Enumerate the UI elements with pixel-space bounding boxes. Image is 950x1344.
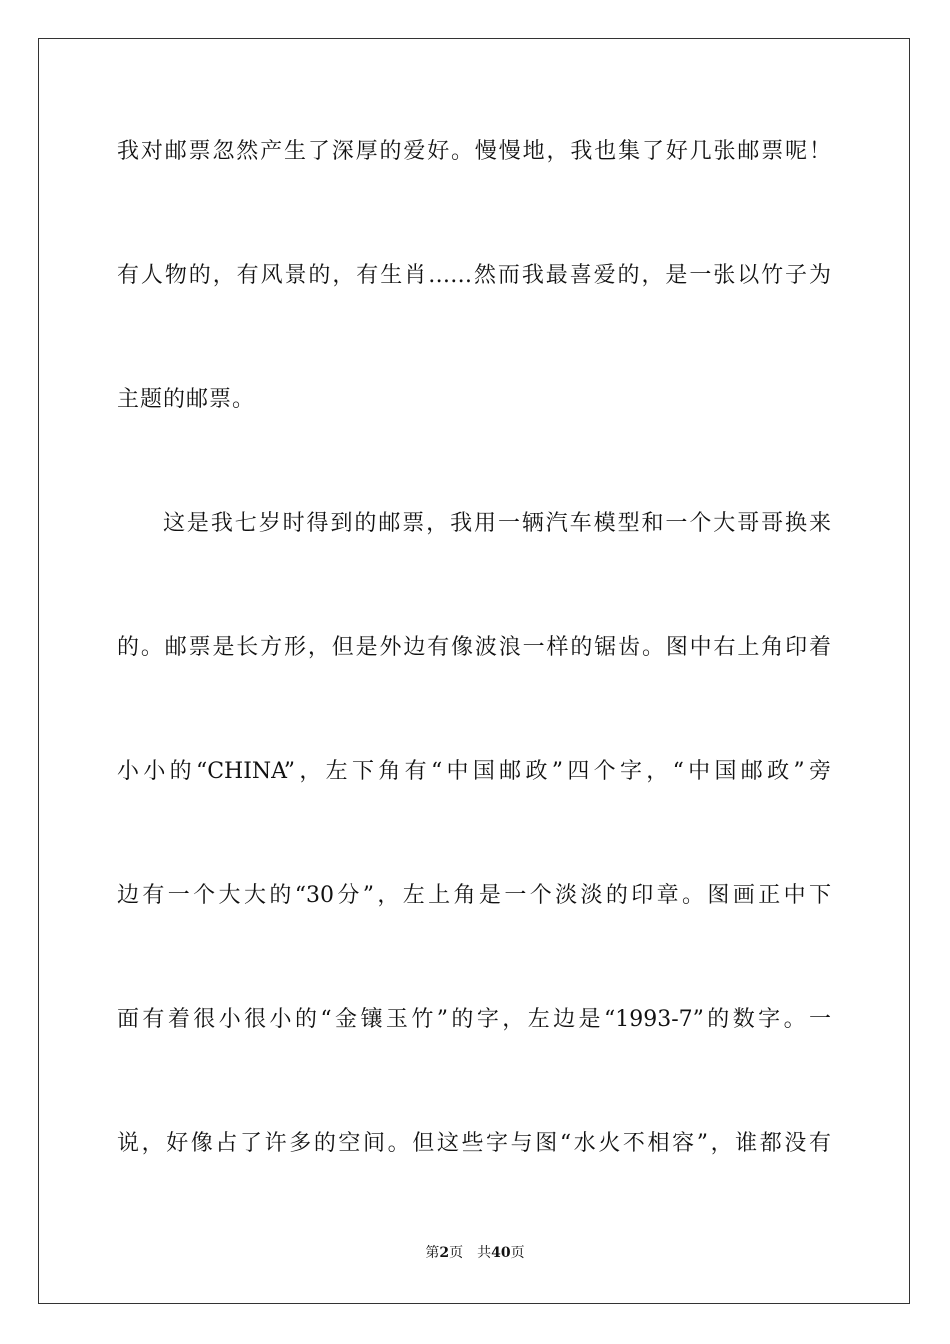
footer-page-current: 2 [439, 1245, 450, 1261]
body-text-line-5: 的。邮票是长方形，但是外边有像波浪一样的锯齿。图中右上角印着 [117, 635, 831, 660]
body-text-line-6: 小小的“CHINA”，左下角有“中国邮政”四个字，“中国邮政”旁 [117, 759, 831, 784]
footer-total-prefix: 共 [477, 1245, 492, 1261]
body-text-line-2: 有人物的，有风景的，有生肖……然而我最喜爱的，是一张以竹子为 [117, 263, 831, 288]
footer-page-total: 40 [491, 1245, 511, 1261]
body-text-line-4: 这是我七岁时得到的邮票，我用一辆汽车模型和一个大哥哥换来 [163, 511, 831, 536]
page-footer [0, 1244, 950, 1262]
body-text-line-8: 面有着很小很小的“金镶玉竹”的字，左边是“1993-7”的数字。一 [117, 1007, 831, 1032]
footer-page-prefix: 第 [425, 1245, 440, 1261]
footer-page-suffix: 页 [449, 1245, 464, 1261]
body-text-line-1: 我对邮票忽然产生了深厚的爱好。慢慢地，我也集了好几张邮票呢！ [117, 139, 831, 164]
body-text-line-9: 说，好像占了许多的空间。但这些字与图“水火不相容”，谁都没有 [117, 1131, 831, 1156]
body-text-line-7: 边有一个大大的“30分”，左上角是一个淡淡的印章。图画正中下 [117, 883, 831, 908]
footer-total-suffix: 页 [510, 1245, 525, 1261]
page-border [38, 38, 910, 1304]
body-text-line-3: 主题的邮票。 [117, 387, 256, 412]
